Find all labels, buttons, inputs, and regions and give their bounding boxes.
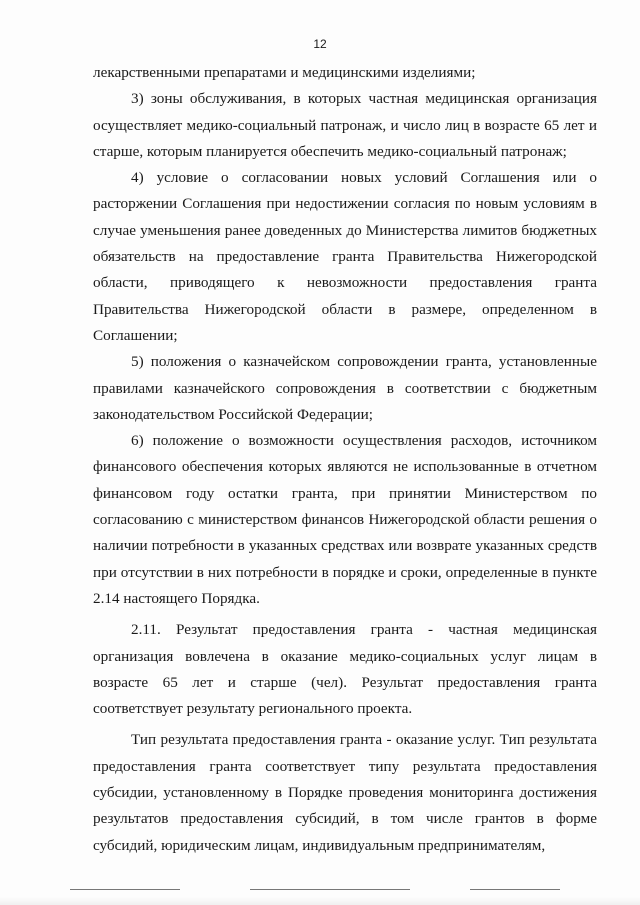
paragraph-item-6: 6) положение о возможности осуществления расходов, источником финансового обеспечения которых являются не использованные в отчетном финансовом году остатки гранта, при принятии Министерством по согласованию с министерством финансов Нижегородской области решения о наличии потребности в указанных средствах или возврате указанных средств при отсутствии в них потребности в порядке и сроки, определенные в пункте 2.14 настоящего Порядка. <box>93 432 597 607</box>
paragraph-section-2-11: 2.11. Результат предоставления гранта - частная медицинская организация вовлечена в оказание медико-социальных услуг лицам в возрасте 65 лет и старше (чел). Результат предоставления гранта соответствует результату регионального проекта. <box>93 621 597 718</box>
scan-artifact-line <box>250 889 410 890</box>
page-number: 12 <box>313 37 327 51</box>
paragraph-item-3: 3) зоны обслуживания, в которых частная медицинская организация осуществляет медико-социальный патронаж, и число лиц в возрасте 65 лет и старше, которым планируется обеспечить медико-социальный патронаж; <box>93 90 597 160</box>
paragraph-item-5: 5) положения о казначейском сопровождении гранта, установленные правилами казначейского сопровождения в соответствии с бюджетным законодательством Российской Федерации; <box>93 353 597 423</box>
paragraph-result-type: Тип результата предоставления гранта - оказание услуг. Тип результата предоставления гранта соответствует типу результата предоставления субсидии, установленному в Порядке проведения мониторинга достижения результатов предоставления субсидий, в том числе грантов в форме субсидий, юридическим лицам, индивидуальным предпринимателям, <box>93 731 597 854</box>
paragraph-continuation: лекарственными препаратами и медицинскими изделиями; <box>93 64 476 81</box>
scan-artifact-line <box>470 889 560 890</box>
scan-bottom-edge <box>0 897 640 905</box>
scan-artifact-line <box>70 889 180 890</box>
paragraph-item-4: 4) условие о согласовании новых условий Соглашения или о расторжении Соглашения при недостижении согласия по новым условиям в случае уменьшения ранее доведенных до Министерства лимитов бюджетных обязательств на предоставление гранта Правительства Нижегородской области, приводящего к невозможности предоставления гранта Правительства Нижегородской области в размере, определенном в Соглашении; <box>93 169 597 344</box>
document-body <box>93 60 597 859</box>
